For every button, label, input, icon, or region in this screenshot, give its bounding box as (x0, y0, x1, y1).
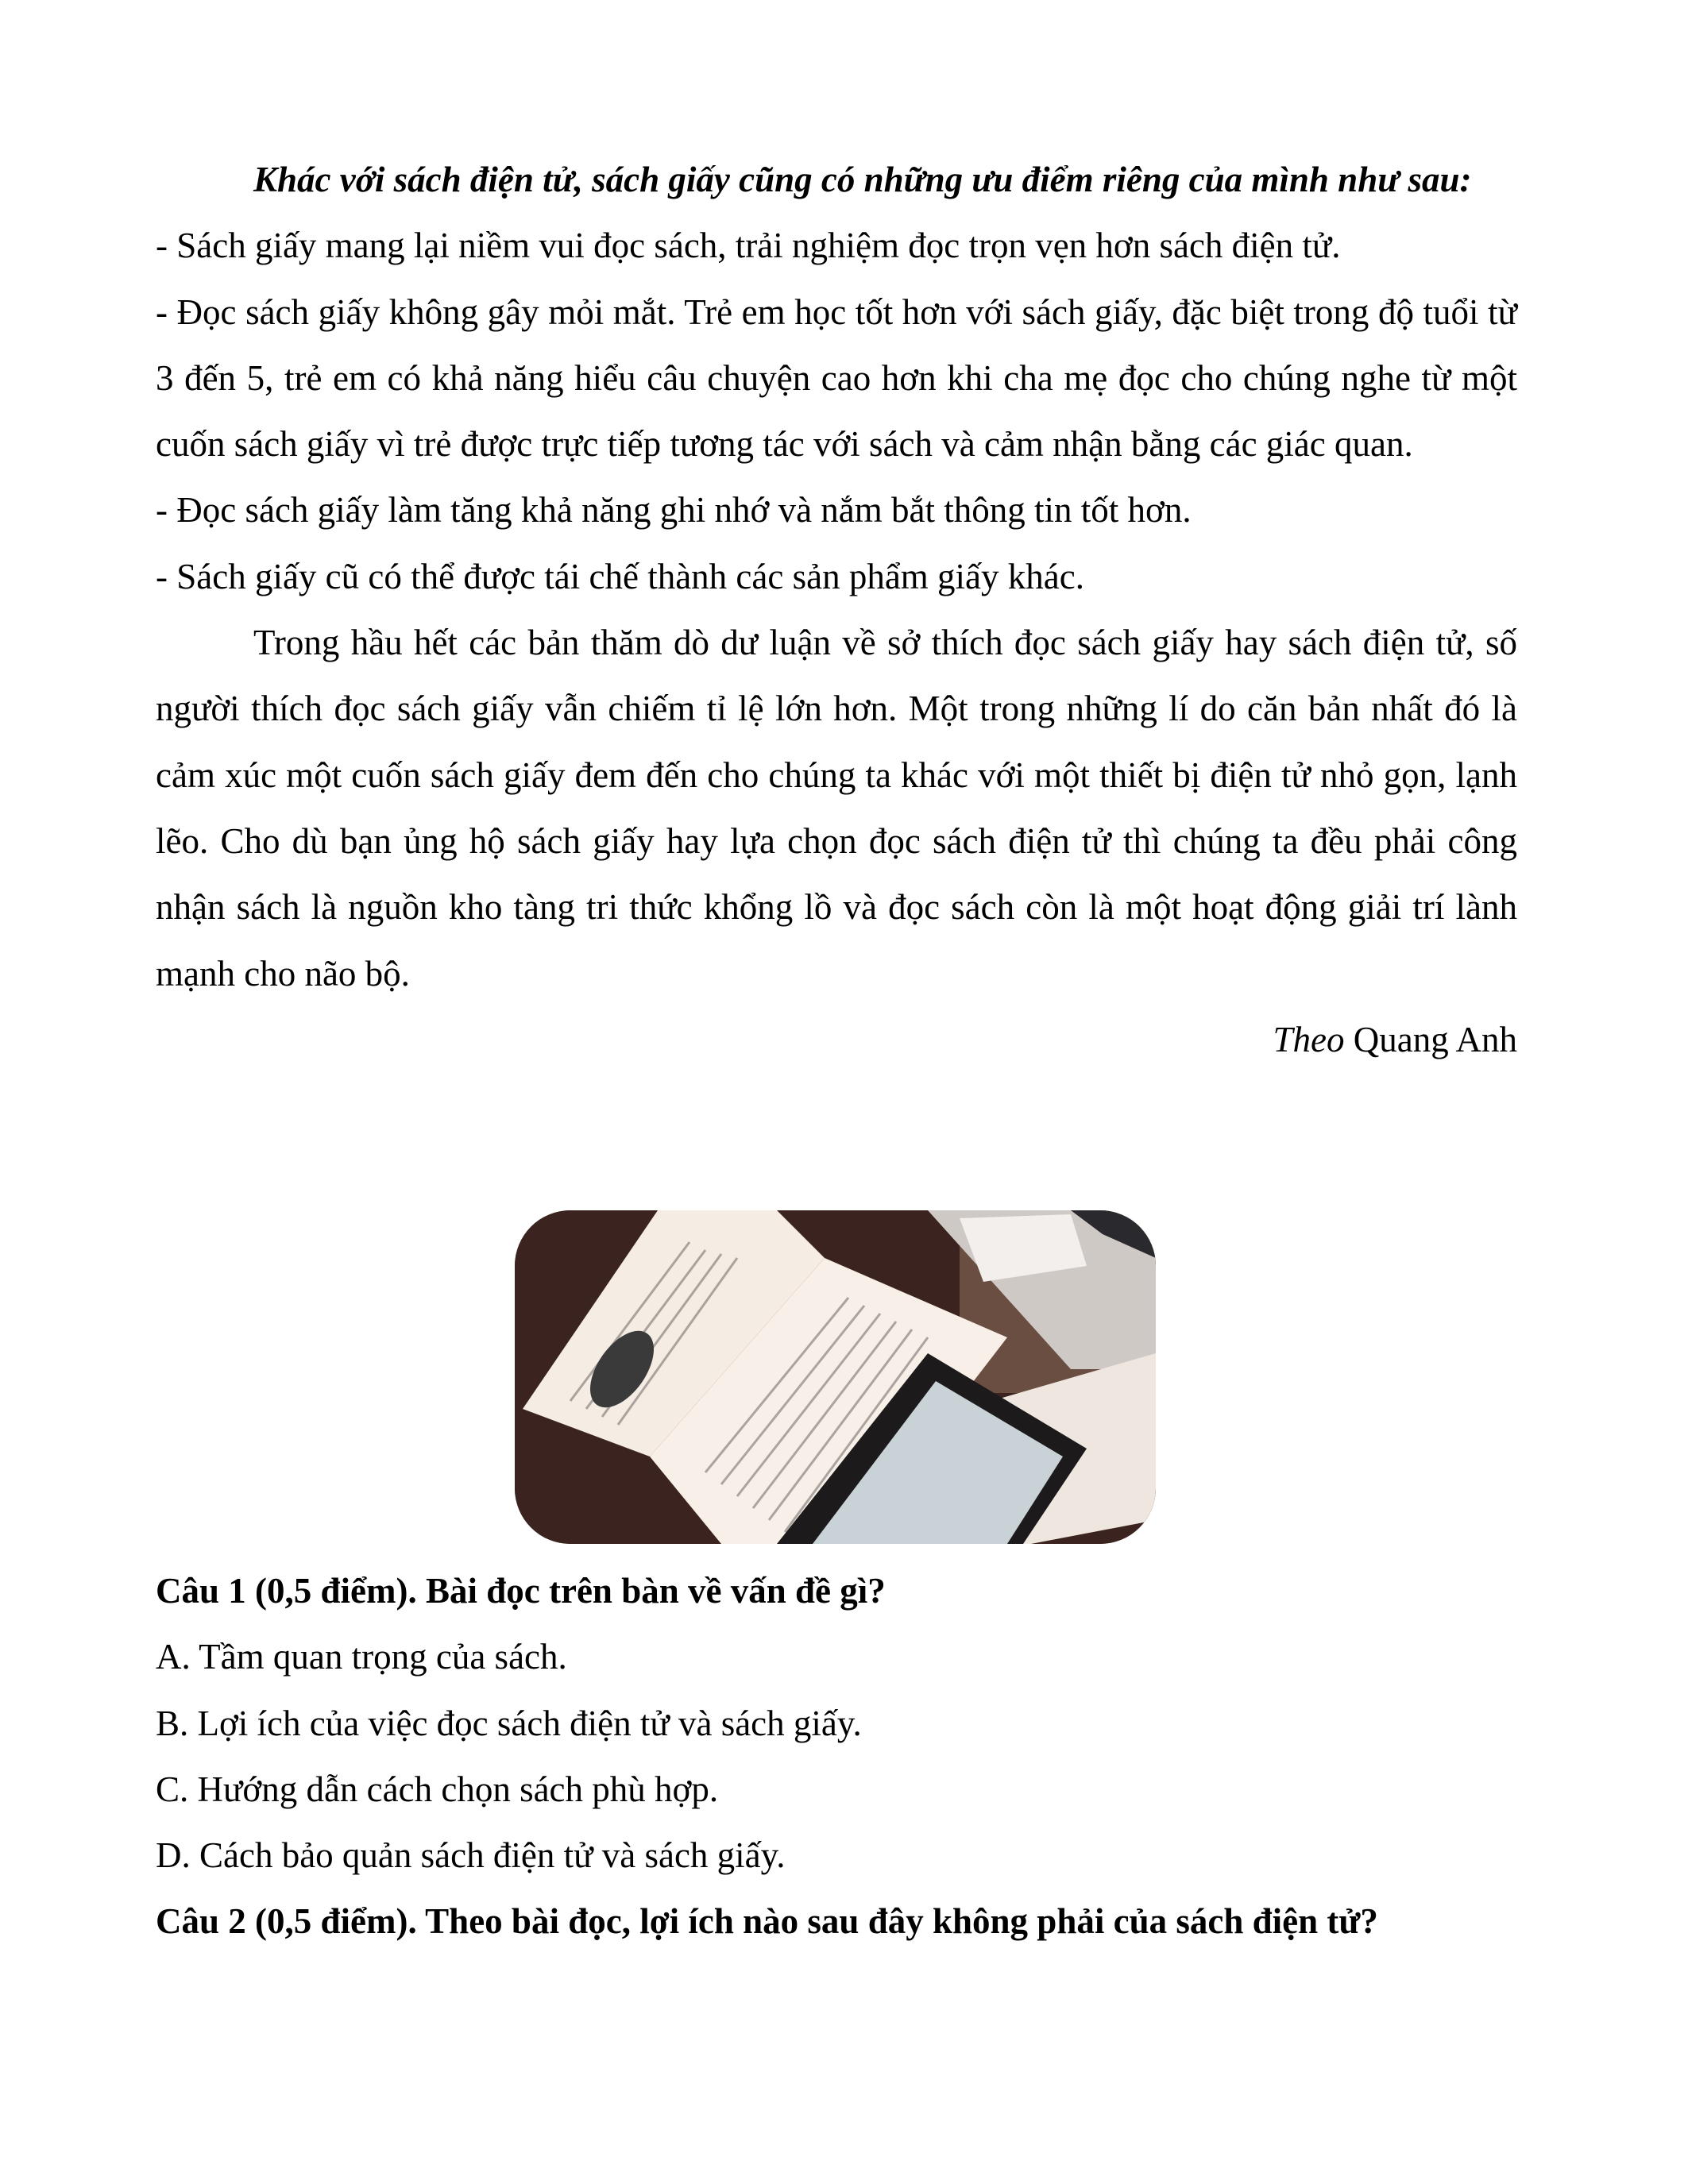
questions (156, 1558, 1517, 1955)
passage-intro: Khác với sách điện tử, sách giấy cũng có những ưu điểm riêng của mình như sau: (253, 160, 1472, 199)
photo-illustration (515, 1210, 1156, 1544)
source-citation (156, 1007, 1517, 1073)
source-author: Quang Anh (1353, 1019, 1517, 1059)
passage-conclusion: Trong hầu hết các bản thăm dò dư luận về sở thích đọc sách giấy hay sách điện tử, số người thích đọc sách giấy vẫn chiếm tỉ lệ lớn hơn. Một trong những lí do căn bản nhất đó là cảm xúc một cuốn sách giấy đem đến cho chúng ta khác với một thiết bị điện tử nhỏ gọn, lạnh lẽo. Cho dù bạn ủng hộ sách giấy hay lựa chọn đọc sách điện tử thì chúng ta đều phải công nhận sách là nguồn kho tàng tri thức khổng lồ và đọc sách còn là một hoạt động giải trí lành mạnh cho não bộ. (156, 623, 1517, 994)
question-1-option-a: A. Tầm quan trọng của sách. (156, 1637, 567, 1677)
question-1-title: Câu 1 (0,5 điểm). Bài đọc trên bàn về vấn đề gì? (156, 1571, 886, 1611)
bullet-item: - Đọc sách giấy làm tăng khả năng ghi nhớ và nắm bắt thông tin tốt hơn. (156, 490, 1192, 531)
question-1-option-d: D. Cách bảo quản sách điện tử và sách giấy. (156, 1835, 786, 1876)
books-and-ereader-photo (515, 1210, 1156, 1544)
question-2-title: Câu 2 (0,5 điểm). Theo bài đọc, lợi ích nào sau đây không phải của sách điện tử? (156, 1901, 1378, 1942)
bullet-item: - Sách giấy cũ có thể được tái chế thành các sản phẩm giấy khác. (156, 556, 1084, 596)
question-1-option-b: B. Lợi ích của việc đọc sách điện tử và sách giấy. (156, 1703, 862, 1743)
question-1-option-c: C. Hướng dẫn cách chọn sách phù hợp. (156, 1769, 719, 1809)
source-prefix: Theo (1273, 1019, 1345, 1059)
passage (156, 147, 1517, 1073)
bullet-item: - Sách giấy mang lại niềm vui đọc sách, trải nghiệm đọc trọn vẹn hơn sách điện tử. (156, 226, 1341, 266)
bullet-item: - Đọc sách giấy không gây mỏi mắt. Trẻ em học tốt hơn với sách giấy, đặc biệt trong độ tuổi từ 3 đến 5, trẻ em có khả năng hiểu câu chuyện cao hơn khi cha mẹ đọc cho chúng nghe từ một cuốn sách giấy vì trẻ được trực tiếp tương tác với sách và cảm nhận bằng các giác quan. (156, 291, 1517, 465)
